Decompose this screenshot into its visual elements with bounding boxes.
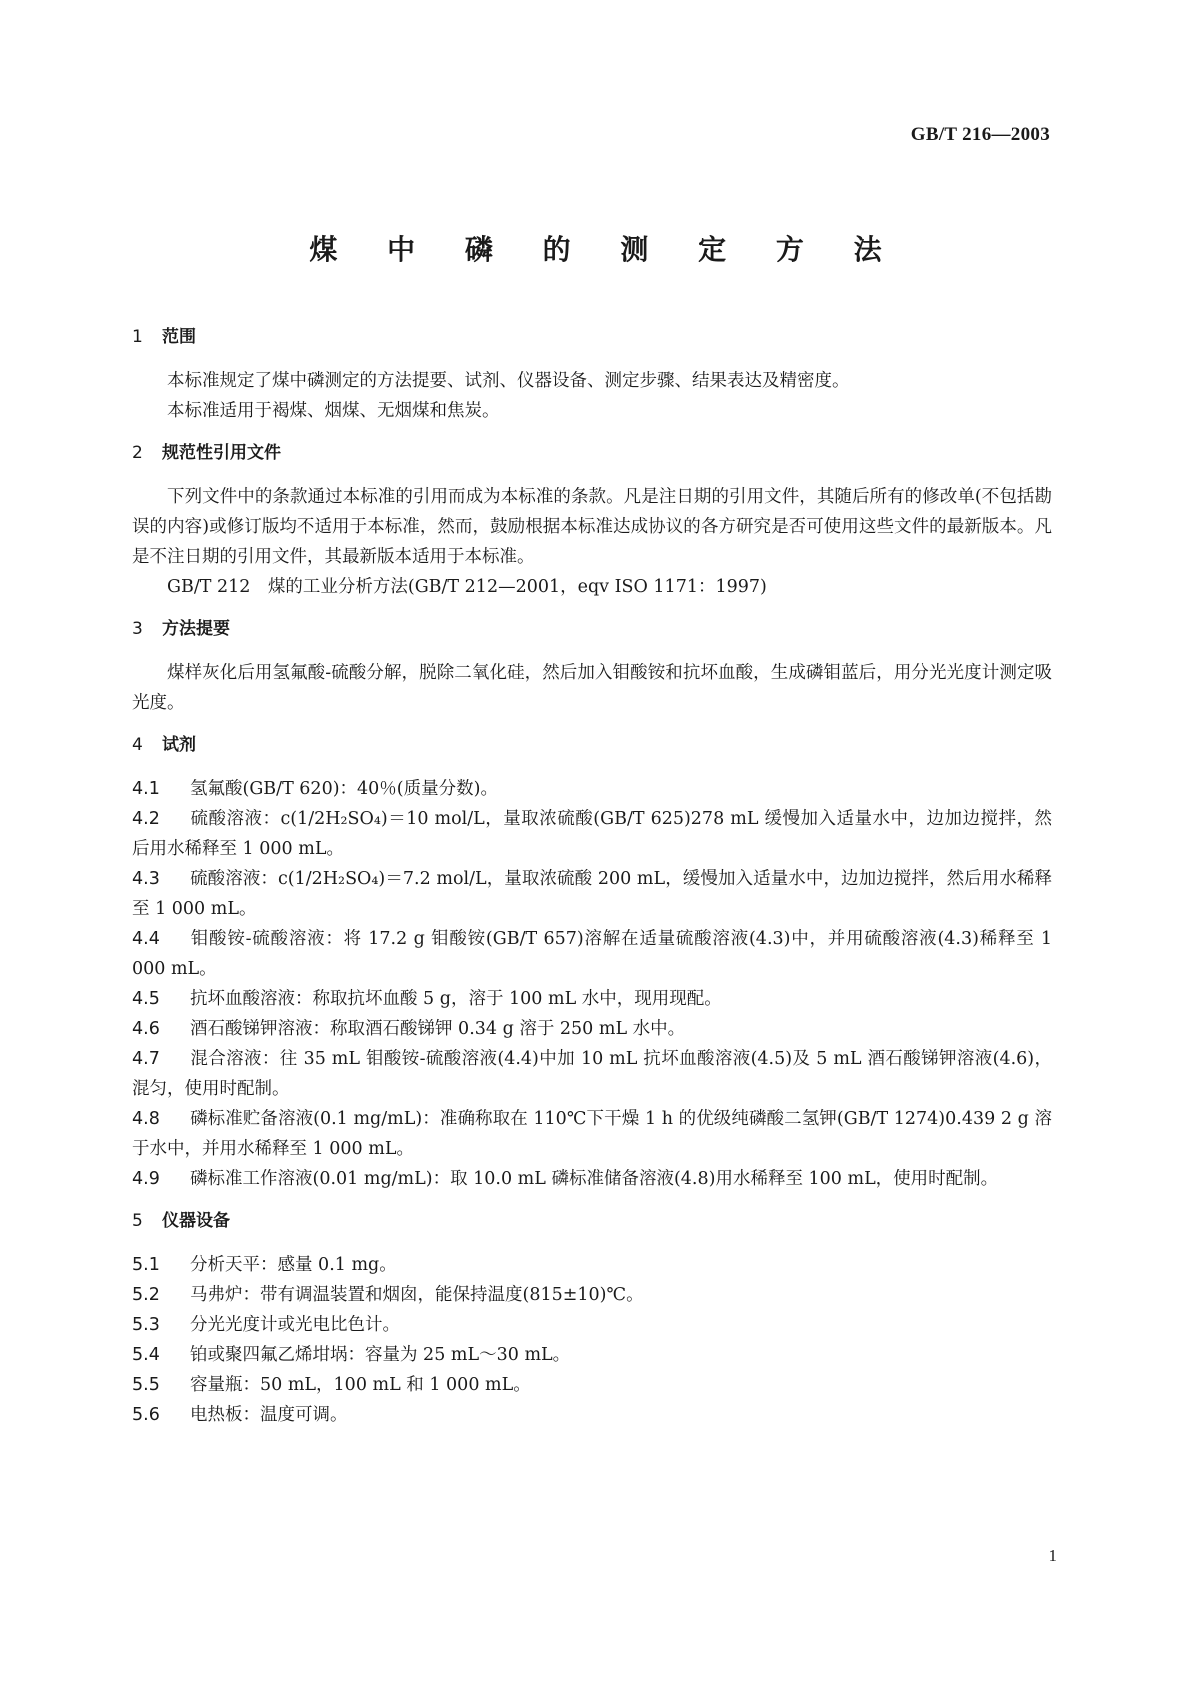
section-heading: [132, 730, 1052, 760]
section-title: 试剂: [162, 735, 196, 755]
paragraph: 下列文件中的条款通过本标准的引用而成为本标准的条款。凡是注日期的引用文件，其随后所有的修改单(不包括勘误的内容)或修订版均不适用于本标准，然而，鼓励根据本标准达成协议的各方研究是否可使用这些文件的最新版本。凡是不注日期的引用文件，其最新版本适用于本标准。: [132, 487, 1052, 567]
section-heading: [132, 614, 1052, 644]
paragraph: 煤样灰化后用氢氟酸-硫酸分解，脱除二氧化硅，然后加入钼酸铵和抗坏血酸，生成磷钼蓝后，用分光光度计测定吸光度。: [132, 663, 1052, 713]
item-text: 容量瓶：50 mL，100 mL 和 1 000 mL。: [190, 1375, 531, 1395]
list-item: [132, 1164, 1052, 1194]
list-item: [132, 1250, 1052, 1280]
section-title: 规范性引用文件: [162, 443, 281, 463]
item-text: 硫酸溶液：c(1/2H₂SO₄)＝7.2 mol/L，量取浓硫酸 200 mL，缓慢加入适量水中，边加边搅拌，然后用水稀释至 1 000 mL。: [132, 869, 1052, 919]
list-item: [132, 864, 1052, 924]
section-number: 3: [132, 619, 143, 639]
item-text: 混合溶液：往 35 mL 钼酸铵-硫酸溶液(4.4)中加 10 mL 抗坏血酸溶液(4.5)及 5 mL 酒石酸锑钾溶液(4.6)，混匀，使用时配制。: [132, 1049, 1052, 1099]
section-number: 2: [132, 443, 143, 463]
item-text: 硫酸溶液：c(1/2H₂SO₄)＝10 mol/L，量取浓硫酸(GB/T 625)278 mL 缓慢加入适量水中，边加边搅拌，然后用水稀释至 1 000 mL。: [132, 809, 1052, 859]
list-item: [132, 924, 1052, 984]
item-text: 磷标准贮备溶液(0.1 mg/mL)：准确称取在 110℃下干燥 1 h 的优级纯磷酸二氢钾(GB/T 1274)0.439 2 g 溶于水中，并用水稀释至 1 000 mL。: [132, 1109, 1052, 1159]
item-number: 4.2: [132, 809, 160, 829]
section-heading: [132, 322, 1052, 352]
item-text: 钼酸铵-硫酸溶液：将 17.2 g 钼酸铵(GB/T 657)溶解在适量硫酸溶液(4.3)中，并用硫酸溶液(4.3)稀释至 1 000 mL。: [132, 929, 1052, 979]
item-number: 5.4: [132, 1345, 160, 1365]
section-title: 仪器设备: [162, 1211, 230, 1231]
page-number: 1: [1048, 1546, 1057, 1565]
section-heading: [132, 1206, 1052, 1236]
item-number: 4.8: [132, 1109, 160, 1129]
item-number: 5.1: [132, 1255, 160, 1275]
item-number: 4.7: [132, 1049, 160, 1069]
section-number: 4: [132, 735, 143, 755]
list-item: [132, 1044, 1052, 1104]
item-text: 抗坏血酸溶液：称取抗坏血酸 5 g，溶于 100 mL 水中，现用现配。: [190, 989, 722, 1009]
list-item: [132, 1340, 1052, 1370]
item-text: 磷标准工作溶液(0.01 mg/mL)：取 10.0 mL 磷标准储备溶液(4.8)用水稀释至 100 mL，使用时配制。: [190, 1169, 999, 1189]
item-text: 马弗炉：带有调温装置和烟囱，能保持温度(815±10)℃。: [190, 1285, 644, 1305]
item-text: 分析天平：感量 0.1 mg。: [190, 1255, 397, 1275]
list-item: [132, 1104, 1052, 1164]
item-number: 5.3: [132, 1315, 160, 1335]
item-number: 4.1: [132, 779, 160, 799]
paragraph: 本标准适用于褐煤、烟煤、无烟煤和焦炭。: [167, 401, 500, 421]
item-text: 电热板：温度可调。: [190, 1405, 348, 1425]
item-number: 5.5: [132, 1375, 160, 1395]
item-number: 4.5: [132, 989, 160, 1009]
document-title: 煤 中 磷 的 测 定 方 法: [309, 233, 902, 266]
list-item: [132, 1014, 1052, 1044]
section-number: 5: [132, 1211, 143, 1231]
item-number: 5.6: [132, 1405, 160, 1425]
section-number: 1: [132, 327, 143, 347]
section-title: 方法提要: [162, 619, 230, 639]
item-number: 5.2: [132, 1285, 160, 1305]
item-text: 分光光度计或光电比色计。: [190, 1315, 400, 1335]
section-heading: [132, 438, 1052, 468]
list-item: [132, 1400, 1052, 1430]
paragraph: 本标准规定了煤中磷测定的方法提要、试剂、仪器设备、测定步骤、结果表达及精密度。: [167, 371, 850, 391]
item-text: 酒石酸锑钾溶液：称取酒石酸锑钾 0.34 g 溶于 250 mL 水中。: [190, 1019, 686, 1039]
item-text: 铂或聚四氟乙烯坩埚：容量为 25 mL～30 mL。: [190, 1345, 571, 1365]
item-number: 4.3: [132, 869, 160, 889]
document-body: [132, 322, 1052, 1430]
standard-code: GB/T 216—2003: [910, 124, 1050, 145]
list-item: [132, 804, 1052, 864]
list-item: [132, 774, 1052, 804]
list-item: [132, 1280, 1052, 1310]
list-item: [132, 1370, 1052, 1400]
normative-reference: GB/T 212 煤的工业分析方法(GB/T 212—2001，eqv ISO 1171：1997): [167, 577, 767, 597]
list-item: [132, 1310, 1052, 1340]
list-item: [132, 984, 1052, 1014]
item-number: 4.9: [132, 1169, 160, 1189]
item-number: 4.4: [132, 929, 160, 949]
item-text: 氢氟酸(GB/T 620)：40％(质量分数)。: [190, 779, 498, 799]
section-title: 范围: [162, 327, 196, 347]
item-number: 4.6: [132, 1019, 160, 1039]
